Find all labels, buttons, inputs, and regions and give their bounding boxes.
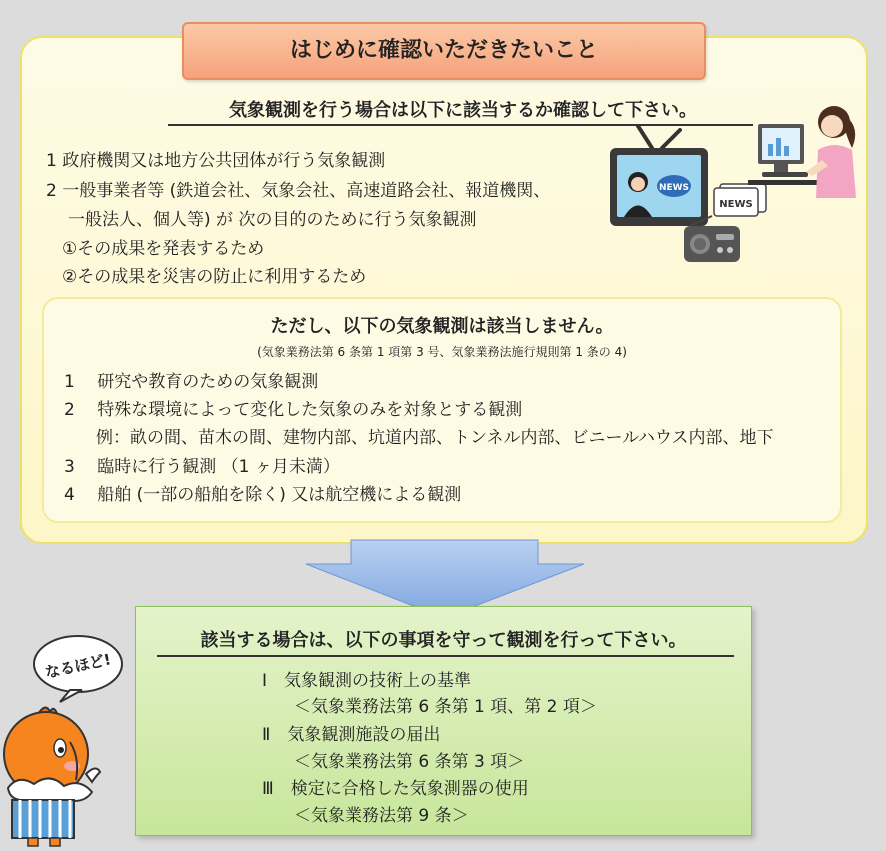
exception-item-4: 4 船舶 (一部の船舶を除く) 又は航空機による観測 bbox=[64, 485, 462, 505]
obligation-item-2-ref: ＜気象業務法第 6 条第 3 項＞ bbox=[294, 752, 525, 772]
heading-underline bbox=[157, 655, 734, 657]
speech-bubble-icon bbox=[30, 632, 130, 704]
purpose-item-2: ②その成果を災害の防止に利用するため bbox=[62, 267, 367, 287]
exception-reference: (気象業務法第 6 条第 1 項第 3 号、気象業務法施行規則第 1 条の 4) bbox=[257, 345, 627, 359]
requirement-item-2: 2 一般事業者等 (鉄道会社、気象会社、高速道路会社、報道機関、 bbox=[46, 181, 551, 201]
requirement-heading: 気象観測を行う場合は以下に該当するか確認して下さい。 bbox=[229, 100, 697, 121]
speech-text: なるほど! bbox=[43, 650, 113, 682]
obligation-item-1: Ⅰ 気象観測の技術上の基準 bbox=[262, 671, 472, 691]
obligation-item-1-ref: ＜気象業務法第 6 条第 1 項、第 2 項＞ bbox=[294, 697, 597, 717]
exception-item-2-examples: 例：畝の間、苗木の間、建物内部、坑道内部、トンネル内部、ビニールハウス内部、地下 bbox=[96, 428, 774, 448]
radio-icon bbox=[682, 216, 742, 264]
purpose-item-1: ①その成果を発表するため bbox=[62, 239, 265, 259]
requirement-item-1: 1 政府機関又は地方公共団体が行う気象観測 bbox=[46, 151, 386, 171]
exception-item-3: 3 臨時に行う観測 （1 ヶ月未満） bbox=[64, 457, 340, 477]
exception-item-2: 2 特殊な環境によって変化した気象のみを対象とする観測 bbox=[64, 400, 523, 420]
obligation-item-3: Ⅲ 検定に合格した気象測器の使用 bbox=[262, 779, 529, 799]
tv-news-icon bbox=[608, 124, 712, 230]
obligation-item-2: Ⅱ 気象観測施設の届出 bbox=[262, 725, 441, 745]
exception-heading: ただし、以下の気象観測は該当しません。 bbox=[270, 316, 614, 337]
requirement-item-2-cont: 一般法人、個人等) が 次の目的のために行う気象観測 bbox=[68, 210, 477, 230]
obligation-item-3-ref: ＜気象業務法第 9 条＞ bbox=[294, 806, 469, 826]
obligation-heading: 該当する場合は、以下の事項を守って観測を行って下さい。 bbox=[200, 630, 687, 651]
mascot-icon bbox=[0, 702, 120, 848]
tv-news-label: NEWS bbox=[658, 183, 690, 193]
woman-at-computer-icon bbox=[748, 100, 866, 200]
bubble-news-label: NEWS bbox=[719, 199, 753, 210]
page-title: はじめに確認いただきたいこと bbox=[182, 22, 706, 80]
exception-item-1: 1 研究や教育のための気象観測 bbox=[64, 372, 319, 392]
